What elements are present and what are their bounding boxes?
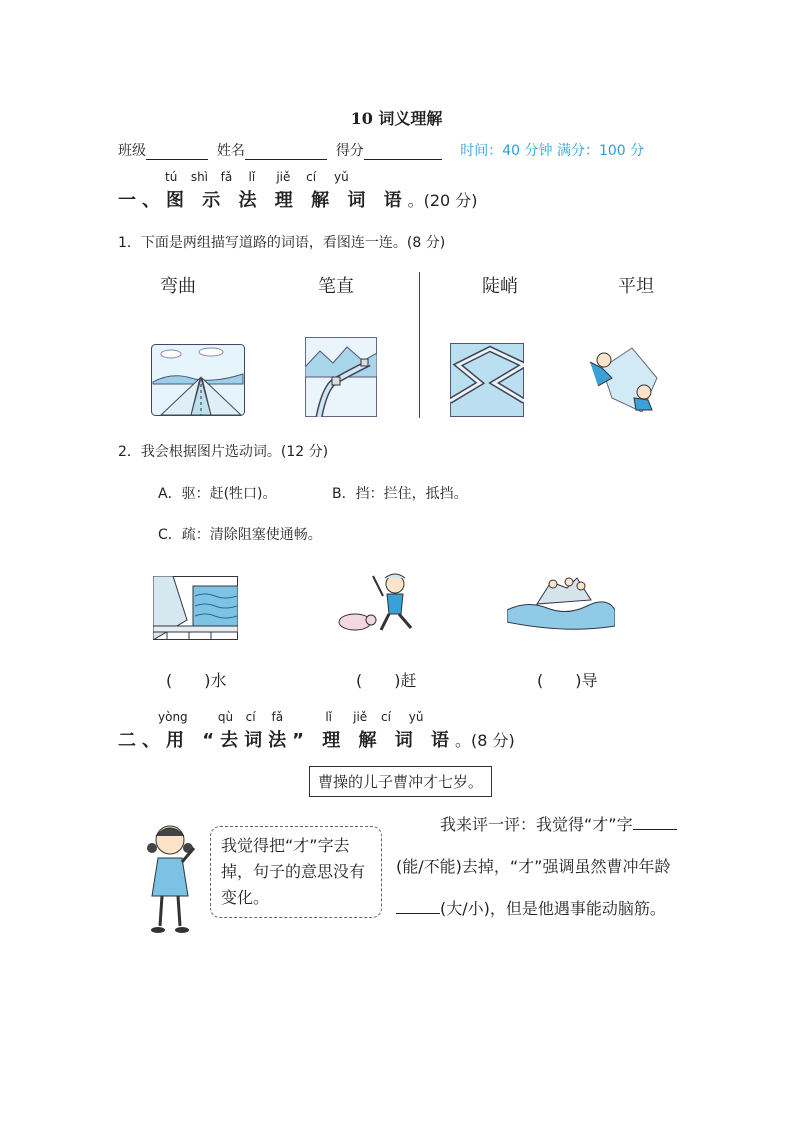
pinyin: qù xyxy=(217,710,234,724)
time-info: 时间：40 分钟 满分：100 分 xyxy=(460,143,645,159)
blank-water[interactable]: ( )水 xyxy=(166,671,227,690)
blank-drive[interactable]: ( )赶 xyxy=(356,671,417,690)
word-pingtan[interactable]: 平坦 xyxy=(618,276,654,297)
section1-pinyin xyxy=(165,170,356,184)
example-sentence-box: 曹操的儿子曹冲才七岁。 xyxy=(309,766,492,797)
pinyin: cí xyxy=(245,710,256,724)
score-label: 得分 xyxy=(335,143,364,159)
score-blank[interactable] xyxy=(364,145,442,160)
page-title: 10 词义理解 xyxy=(350,109,443,128)
section1-heading xyxy=(118,186,478,212)
dam-picture[interactable] xyxy=(153,576,238,640)
speech-bubble: 我觉得把“才”字去掉，句子的意思没有变化。 xyxy=(210,826,382,918)
question-1: 1．下面是两组描写道路的词语，看图连一连。(8 分) xyxy=(118,235,446,251)
word-wanqu[interactable]: 弯曲 xyxy=(160,276,196,297)
evaluation-paragraph xyxy=(396,804,686,930)
pinyin: yǔ xyxy=(333,170,349,184)
pinyin: cí xyxy=(306,170,317,184)
eval-text-2: (能/不能)去掉，“才”强调虽然曹冲年龄 xyxy=(396,857,671,876)
eval-text-1: 我来评一评：我觉得“才”字 xyxy=(440,815,633,834)
student-info-row xyxy=(118,140,644,160)
word-bizhi[interactable]: 笔直 xyxy=(318,276,354,297)
blank-guide[interactable]: ( )导 xyxy=(537,671,598,690)
class-label: 班级 xyxy=(118,143,146,159)
winding-path-picture[interactable] xyxy=(450,343,524,417)
option-a: A．驱：赶(牲口)。 xyxy=(158,486,277,502)
section2-heading xyxy=(118,726,515,752)
eval-text-3: (大/小)，但是他遇事能动脑筋。 xyxy=(440,899,666,918)
herding-pig-picture[interactable] xyxy=(335,570,421,638)
section1-heading-text: 一、图 示 法 理 解 词 语 xyxy=(118,190,408,211)
name-label: 姓名 xyxy=(216,143,245,159)
pinyin: yǔ xyxy=(408,710,424,724)
pinyin: lǐ xyxy=(248,170,256,184)
name-blank[interactable] xyxy=(245,145,327,160)
section2-score: 。(8 分) xyxy=(455,731,515,750)
pinyin: jiě xyxy=(353,710,368,724)
section1-score: 。(20 分) xyxy=(407,191,478,210)
climbers-picture[interactable] xyxy=(582,338,662,412)
question-2: 2．我会根据图片选动词。(12 分) xyxy=(118,444,329,460)
option-b: B．挡：拦住，抵挡。 xyxy=(332,486,468,502)
section2-pinyin xyxy=(158,710,431,724)
highway-picture[interactable] xyxy=(151,344,245,416)
option-c: C．疏：清除阻塞使通畅。 xyxy=(158,527,322,543)
pinyin: fǎ xyxy=(220,170,233,184)
pinyin: fǎ xyxy=(271,710,284,724)
blank-can-remove[interactable] xyxy=(633,813,677,830)
pinyin: jiě xyxy=(276,170,291,184)
blank-age[interactable] xyxy=(396,897,440,914)
class-blank[interactable] xyxy=(146,145,208,160)
girl-illustration xyxy=(140,818,200,936)
word-douqiao[interactable]: 陡峭 xyxy=(482,276,518,297)
pinyin: yòng xyxy=(158,710,188,724)
pinyin: cí xyxy=(380,710,391,724)
pinyin: lǐ xyxy=(325,710,332,724)
pinyin: shì xyxy=(190,170,209,184)
river-work-picture[interactable] xyxy=(507,570,615,634)
pinyin: tú xyxy=(165,170,178,184)
great-wall-picture[interactable] xyxy=(305,337,377,417)
group-divider xyxy=(419,272,420,418)
section2-heading-text: 二、用 “去词法” 理 解 词 语 xyxy=(118,730,455,751)
